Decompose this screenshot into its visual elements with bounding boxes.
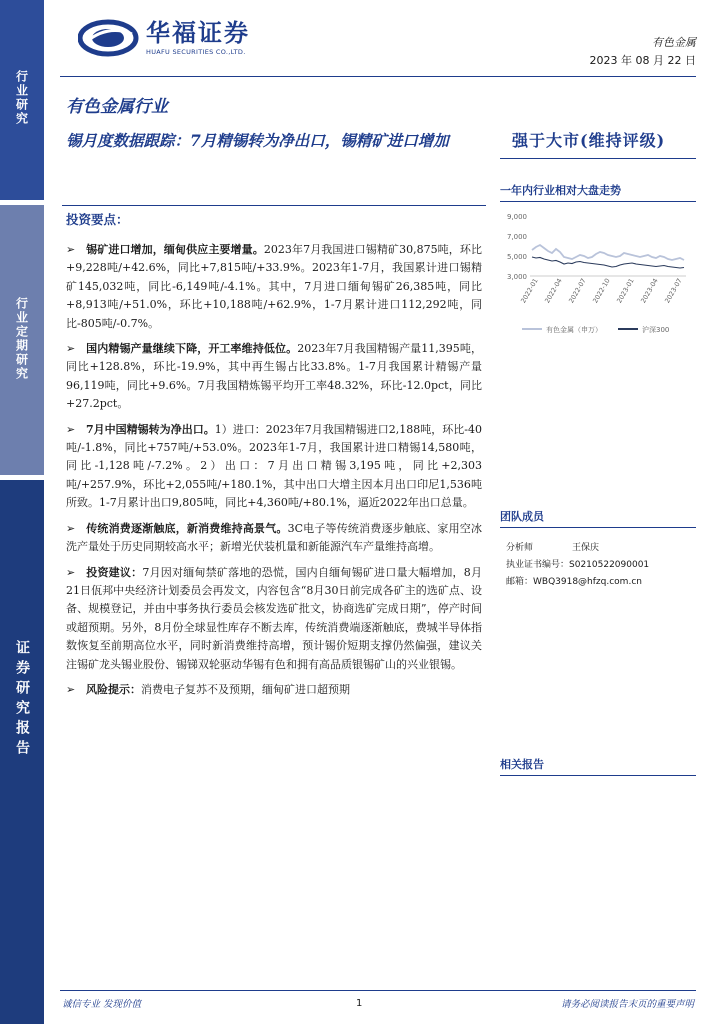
header-meta xyxy=(590,34,696,70)
bullet-arrow-icon: ➢ xyxy=(66,565,76,579)
key-point-text: 3C电子等传统消费逐步触底、家用空冰洗产量处于历史同期较高水平；新增光伏装机量和新能源汽车产量维持高增。 xyxy=(66,521,482,554)
analyst-row xyxy=(506,540,696,557)
bullet-arrow-icon: ➢ xyxy=(66,422,76,436)
footer-disclaimer: 请务必阅读报告末页的重要声明 xyxy=(560,999,694,1010)
strip-label-report: 证券研究报告 xyxy=(14,640,30,760)
x-tick-label: 2023-07 xyxy=(663,277,684,305)
strip-label-periodic: 行业定期研究 xyxy=(14,297,29,381)
footer-slogan: 诚信专业 发现价值 xyxy=(62,999,142,1010)
team-title: 团队成员 xyxy=(500,508,696,528)
y-tick-label: 9,000 xyxy=(506,213,527,221)
series-line-csi300 xyxy=(532,257,684,268)
key-point-text: 2023年7月我国精锡产量11,395吨，同比+128.8%，环比-19.9%，其中再生锡占比33.8%。1-7月我国累计精锡产量96,119吨，同比+9.6%。7月我国精炼锡平均开工率48.32%，环比-12.0pct，同比+27.2pct。 xyxy=(66,342,483,411)
footer-divider xyxy=(60,990,696,991)
brand-logo xyxy=(78,18,250,58)
brand-name-cn: 华福证券 xyxy=(146,19,250,47)
key-point-1 xyxy=(62,241,486,333)
key-point-heading: 投资建议： xyxy=(86,565,143,579)
legend-label: 沪深300 xyxy=(642,326,670,334)
left-strip-bottom xyxy=(0,480,44,1024)
related-section xyxy=(500,756,696,776)
y-tick-label: 3,000 xyxy=(506,273,527,281)
rating-label: 强于大市(维持评级) xyxy=(512,131,666,150)
left-strip-mid xyxy=(0,205,44,475)
key-point-5 xyxy=(62,564,486,674)
analyst-cert: 执业证书编号：S0210522090001 xyxy=(506,560,650,570)
bullet-arrow-icon: ➢ xyxy=(66,521,76,535)
x-tick-label: 2023-01 xyxy=(615,277,636,305)
page-number: 1 xyxy=(356,998,363,1009)
team-section xyxy=(500,508,696,591)
main-content xyxy=(62,205,486,699)
logo-swirl-icon xyxy=(78,18,140,58)
relative-performance-chart xyxy=(500,182,696,344)
header-date: 2023 年 08 月 22 日 xyxy=(589,54,696,67)
key-point-heading: 国内精锡产量继续下降，开工率维持低位。 xyxy=(86,342,298,356)
key-point-heading: 传统消费逐渐触底，新消费维持高景气。 xyxy=(86,521,288,535)
brand-name-en: HUAFU SECURITIES CO.,LTD. xyxy=(146,48,246,56)
key-points-list xyxy=(62,241,486,699)
series-line-nonferrous xyxy=(532,245,684,260)
legend-label: 有色金属（申万） xyxy=(546,326,602,334)
x-tick-label: 2022-10 xyxy=(591,277,612,305)
bullet-arrow-icon: ➢ xyxy=(66,682,76,696)
key-point-4 xyxy=(62,520,486,557)
key-point-6 xyxy=(62,681,486,699)
header-divider xyxy=(60,76,696,77)
analyst-label: 分析师 xyxy=(506,543,534,553)
y-tick-label: 5,000 xyxy=(506,253,527,261)
key-point-text: 1）进口：2023年7月我国精锡进口2,188吨，环比-40吨/-1.8%，同比+757吨/+53.0%。2023年1-7月，我国累计进口精锡14,580吨，同比-1,128吨/-7.2%。2）出口：7月出口精锡3,195吨，同比+2,303吨/+257.9%，环比+2,055吨/+180.1%，其中出口大增主因本月出口印尼1,536吨所致。1-7月累计出口9,805吨，同比+4,360吨/+80.1%，逼近2022年出口总量。 xyxy=(66,422,483,510)
analyst-email[interactable]: 邮箱：WBQ3918@hfzq.com.cn xyxy=(506,577,642,587)
key-point-2 xyxy=(62,340,486,414)
key-point-heading: 7月中国精锡转为净出口。 xyxy=(86,422,215,436)
key-point-3 xyxy=(62,421,486,513)
key-point-text: 消费电子复苏不及预期，缅甸矿进口超预期 xyxy=(141,682,350,696)
industry-title: 有色金属行业 xyxy=(66,97,168,117)
x-tick-label: 2022-07 xyxy=(567,277,588,305)
section-title: 投资要点： xyxy=(62,205,486,234)
key-point-heading: 锡矿进口增加，缅甸供应主要增量。 xyxy=(86,243,264,256)
x-tick-label: 2022-01 xyxy=(519,277,540,305)
rating-divider xyxy=(500,158,696,159)
strip-label-research: 行业研究 xyxy=(14,70,29,126)
y-tick-label: 7,000 xyxy=(506,233,527,241)
header-category: 有色金属 xyxy=(652,36,696,49)
bullet-arrow-icon: ➢ xyxy=(66,243,76,256)
related-title: 相关报告 xyxy=(500,756,696,776)
left-strip-top xyxy=(0,0,44,200)
key-point-text: 2023年7月我国进口锡精矿30,875吨，环比+9,228吨/+42.6%，同比+7,815吨/+33.9%。2023年1-7月，我国累计进口锡精矿145,032吨，同比-6,149吨/-4.1%。其中，7月进口缅甸锡矿26,385吨，同比+8,913吨/+51.0%，环比+10,188吨/+62.9%，1-7月累计进口112,292吨，同比-805吨/-0.7%。 xyxy=(66,243,483,330)
key-point-text: 7月因对缅甸禁矿落地的恐慌，国内自缅甸锡矿进口量大幅增加，8月21日佤邦中央经济计划委员会再发文，内容包含“8月30日前完成各矿主的选矿点、设备、规模登记，并由中事务执行委员会核发选矿批文，协商选矿完成日期”，停产时间或超预期。另外，8月份全球显性库存不断去库，传统消费端逐渐触底，费城半导体指数恢复至前期高位水平，同时新消费维持高增，预计锡价短期支撑仍然偏强，建议关注锡矿龙头锡业股份、锡锑双轮驱动华锡有色和拥有高品质银锡矿山的兴业银锡。 xyxy=(66,565,483,671)
key-point-heading: 风险提示： xyxy=(86,682,141,696)
bullet-arrow-icon: ➢ xyxy=(66,342,76,356)
analyst-name: 王保庆 xyxy=(572,543,600,553)
x-tick-label: 2023-04 xyxy=(639,277,660,305)
chart-title: 一年内行业相对大盘走势 xyxy=(500,182,696,202)
report-title: 锡月度数据跟踪：7月精锡转为净出口，锡精矿进口增加 xyxy=(66,131,449,150)
team-body xyxy=(500,540,696,591)
x-tick-label: 2022-04 xyxy=(543,277,564,305)
chart-svg xyxy=(500,208,696,340)
